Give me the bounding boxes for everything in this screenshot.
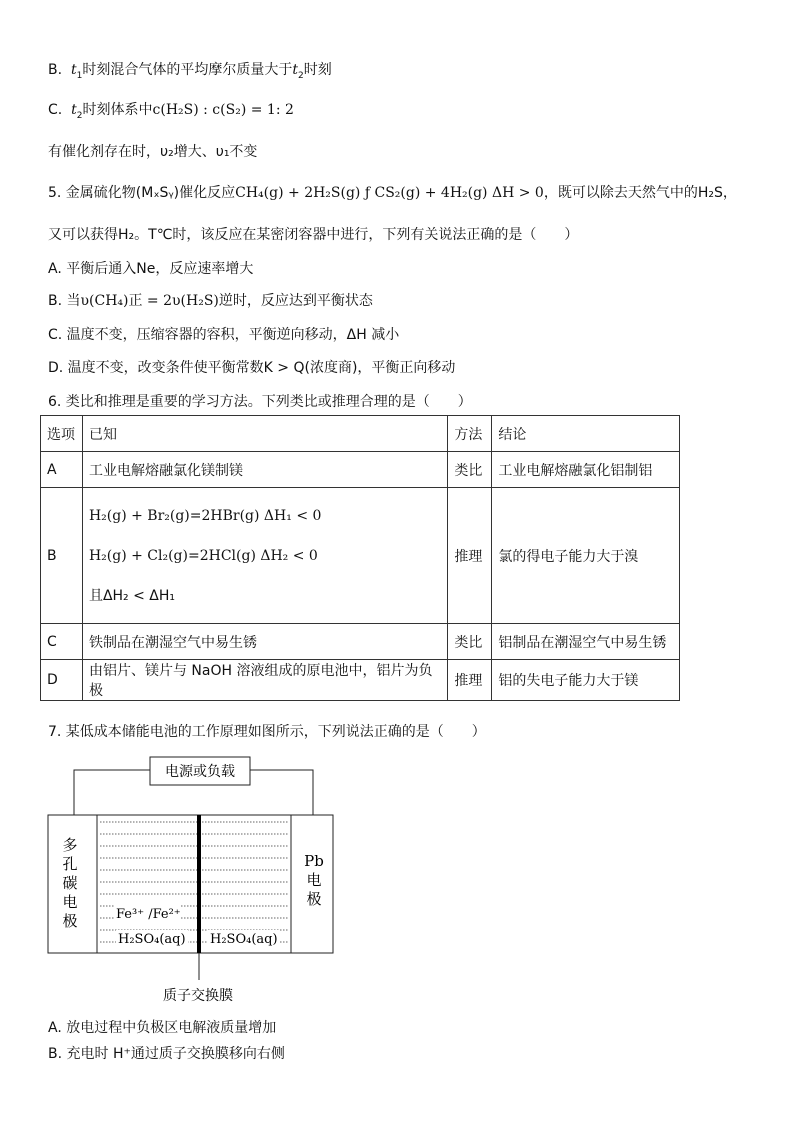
table-header-cell: 选项 [41, 416, 83, 452]
left-solution-label: H₂SO₄(aq) [118, 932, 186, 947]
left-electrode-char: 极 [62, 912, 78, 930]
row-conclusion: 铝制品在潮湿空气中易生锈 [492, 624, 680, 660]
known-condition: 且ΔH₂ < ΔH₁ [88, 587, 176, 604]
q5-option-d: D. 温度不变，改变条件使平衡常数K > Q(浓度商)，平衡正向移动 [48, 360, 456, 376]
row-method: 推理 [448, 488, 492, 624]
power-load-label: 电源或负载 [165, 764, 235, 780]
left-electrode-char: 电 [62, 893, 78, 911]
row-option: C [41, 624, 83, 660]
row-option: B [41, 488, 83, 624]
table-header-cell: 方法 [448, 416, 492, 452]
q7-option-b: B. 充电时 H⁺通过质子交换膜移向右侧 [48, 1046, 285, 1062]
right-solution-label: H₂SO₄(aq) [210, 932, 278, 947]
right-electrode-char: 极 [306, 890, 322, 908]
right-electrode-char: 电 [306, 871, 322, 889]
row-method: 类比 [448, 452, 492, 488]
membrane-label: 质子交换膜 [163, 988, 233, 1004]
q7-option-a: A. 放电过程中负极区电解液质量增加 [48, 1020, 277, 1036]
ion-pair-label: Fe³⁺ /Fe²⁺ [116, 907, 181, 922]
row-conclusion: 氯的得电子能力大于溴 [492, 488, 680, 624]
row-option: A [41, 452, 83, 488]
table-header-cell: 结论 [492, 416, 680, 452]
known-equation-2: H₂(g) + Cl₂(g)=2HCl(g) ΔH₂ < 0 [88, 547, 318, 564]
q6-stem: 6. 类比和推理是重要的学习方法。下列类比或推理合理的是（ ） [48, 394, 472, 410]
option-d-prev: 有催化剂存在时，υ₂增大、υ₁不变 [48, 144, 258, 160]
q7-stem: 7. 某低成本储能电池的工作原理如图所示，下列说法正确的是（ ） [48, 724, 486, 740]
cell-container [48, 815, 333, 953]
q5-option-a: A. 平衡后通入Ne，反应速率增大 [48, 261, 254, 277]
option-c-prev: C. $t_2$时刻体系中c(H₂S) : c(S₂) = 1: 2 [48, 102, 294, 121]
q5-option-c: C. 温度不变，压缩容器的容积，平衡逆向移动，ΔH 减小 [48, 327, 400, 343]
row-method: 推理 [448, 660, 492, 701]
row-option: D [41, 660, 83, 701]
q5-stem-line2: 又可以获得H₂。T℃时，该反应在某密闭容器中进行，下列有关说法正确的是（ ） [48, 227, 579, 243]
left-electrode-char: 多 [62, 836, 78, 854]
known-equation-1: H₂(g) + Br₂(g)=2HBr(g) ΔH₁ < 0 [88, 507, 322, 524]
q5-stem-line1: 5. 金属硫化物(MₓSᵧ)催化反应CH₄(g) + 2H₂S(g) ƒ CS₂(g) + 4H₂(g) ΔH > 0，既可以除去天然气中的H₂S， [48, 185, 737, 201]
row-conclusion: 铝的失电子能力大于镁 [492, 660, 680, 701]
right-electrode-char: Pb [304, 852, 324, 870]
row-method: 类比 [448, 624, 492, 660]
table-header-cell: 已知 [82, 416, 447, 452]
left-electrode-char: 碳 [62, 874, 78, 892]
option-b-prev: B. $t_1$时刻混合气体的平均摩尔质量大于$t_2$时刻 [48, 62, 332, 81]
left-electrode-char: 孔 [62, 855, 78, 873]
row-known: 工业电解熔融氯化镁制镁 [82, 452, 447, 488]
row-known: 铁制品在潮湿空气中易生锈 [82, 624, 447, 660]
row-conclusion: 工业电解熔融氯化铝制铝 [492, 452, 680, 488]
q5-option-b: B. 当υ(CH₄)正 = 2υ(H₂S)逆时，反应达到平衡状态 [48, 293, 373, 309]
row-known: 由铝片、镁片与 NaOH 溶液组成的原电池中，铝片为负极 [82, 660, 447, 701]
